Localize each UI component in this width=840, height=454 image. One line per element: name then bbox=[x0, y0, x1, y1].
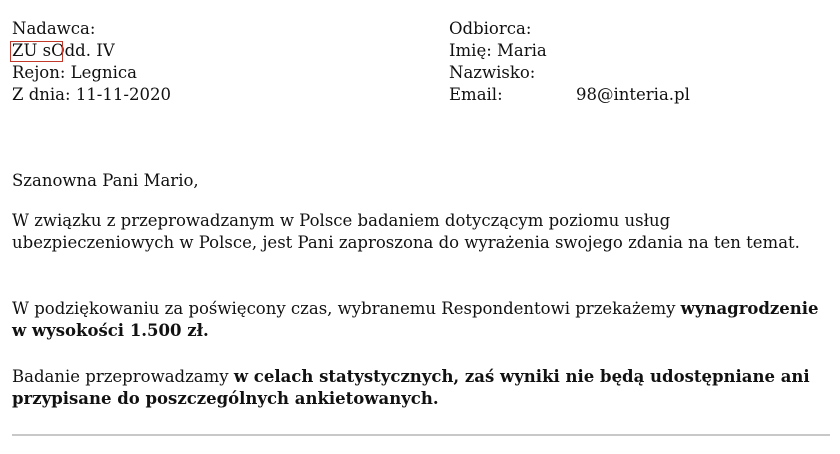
paragraph-2-text bbox=[12, 298, 830, 342]
sender-block bbox=[12, 18, 432, 106]
recipient-block bbox=[449, 18, 829, 106]
letter-greeting: Szanowna Pani Mario, bbox=[12, 171, 199, 190]
sender-office-line bbox=[12, 40, 432, 62]
sender-date: Z dnia: 11-11-2020 bbox=[12, 85, 171, 104]
recipient-email-value: 98@interia.pl bbox=[576, 85, 690, 104]
sender-region: Rejon: Legnica bbox=[12, 63, 137, 82]
horizontal-divider bbox=[12, 434, 830, 436]
paragraph-1-text: W związku z przeprowadzanym w Polsce badaniem dotyczącym poziomu usług ubezpieczeniowych w Polsce, jest Pani zaproszona do wyrażenia swojego zdania na ten temat. bbox=[12, 211, 800, 252]
letter-paragraph-3 bbox=[12, 366, 830, 410]
paragraph-2-bold: wynagrodzenie w wysokości 1.500 zł. bbox=[12, 299, 819, 340]
paragraph-3-plain: Badanie przeprowadzamy bbox=[12, 367, 234, 386]
recipient-last-name: Nazwisko: bbox=[449, 63, 536, 82]
sender-label: Nadawca: bbox=[12, 19, 96, 38]
recipient-email-label: Email: bbox=[449, 85, 503, 104]
paragraph-3-text bbox=[12, 366, 830, 410]
paragraph-3-bold: w celach statystycznych, zaś wyniki nie będą udostępniane ani przypisane do poszczególnych ankietowanych. bbox=[12, 367, 810, 408]
recipient-label: Odbiorca: bbox=[449, 19, 532, 38]
paragraph-2-plain: W podziękowaniu za poświęcony czas, wybranemu Respondentowi przekażemy bbox=[12, 299, 681, 318]
recipient-first-name: Imię: Maria bbox=[449, 41, 547, 60]
letter-paragraph-2 bbox=[12, 298, 830, 342]
sender-office: ZU sOdd. IV bbox=[12, 41, 115, 60]
letter-paragraph-1 bbox=[12, 210, 830, 254]
recipient-email-line bbox=[449, 84, 829, 106]
